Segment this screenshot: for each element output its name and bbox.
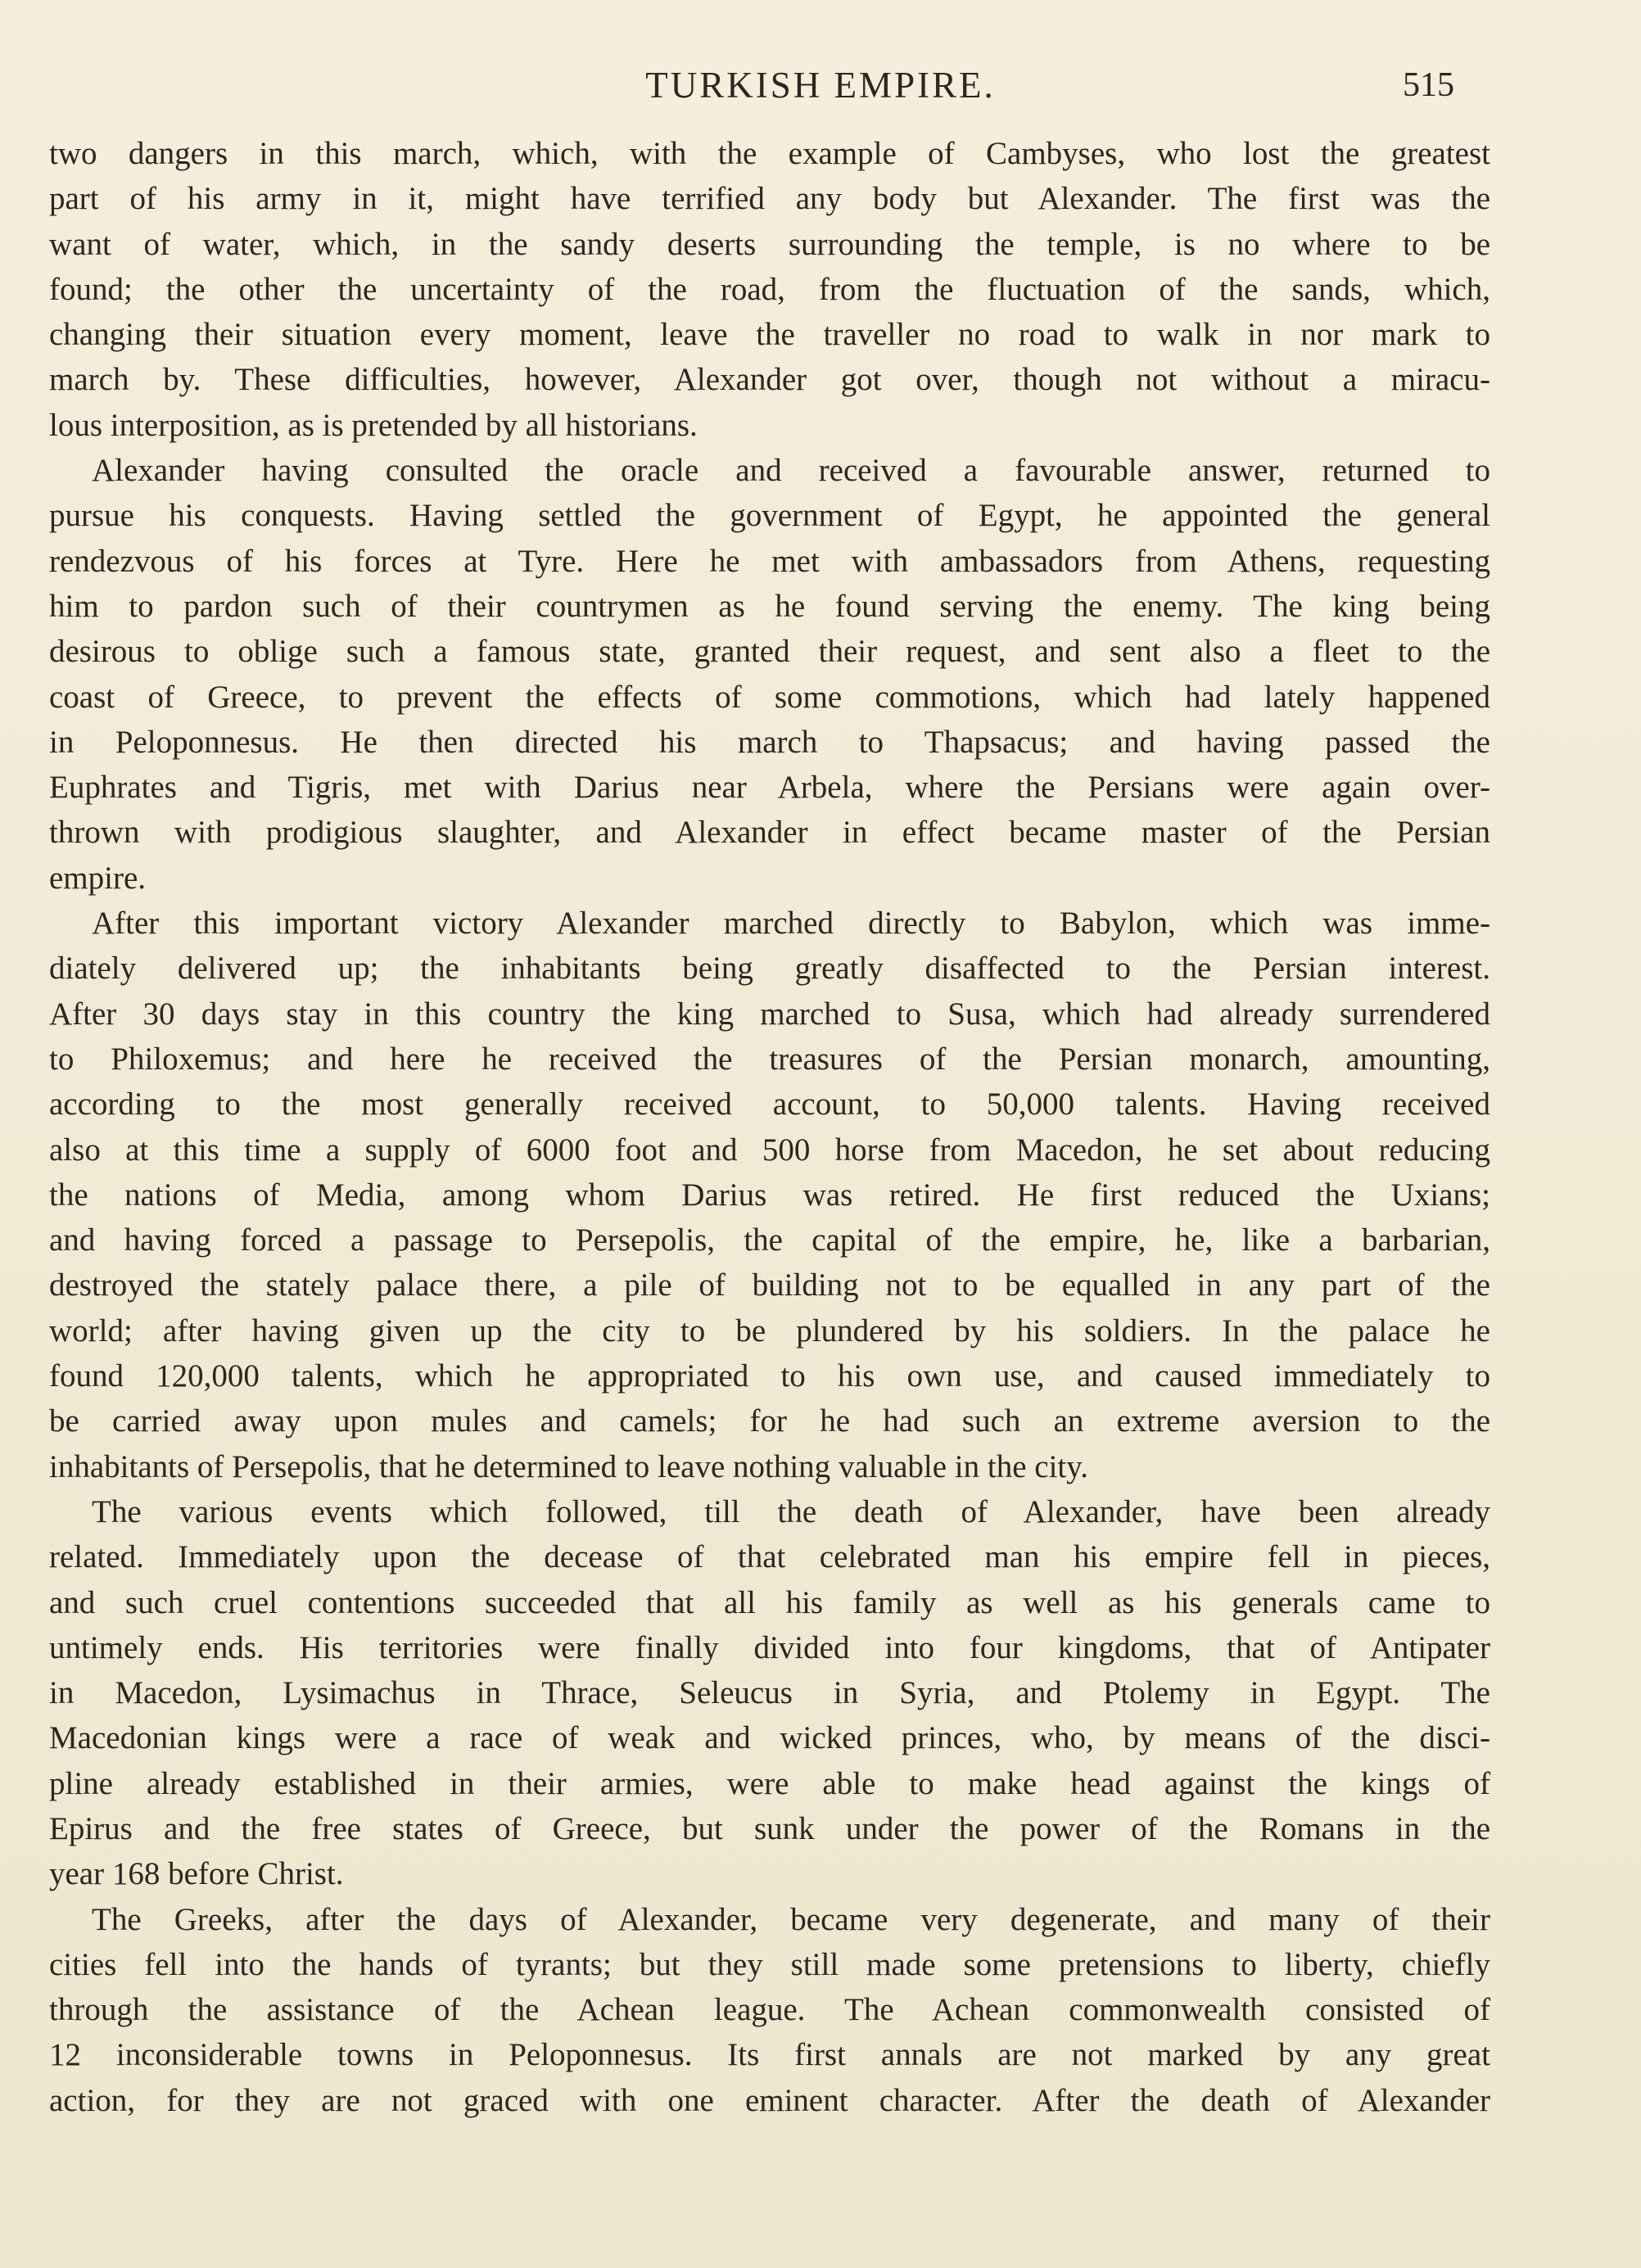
text-line: the nations of Media, among whom Darius was retired. He first reduced the Uxians; [49, 1177, 1490, 1213]
text-line: according to the most generally received account, to 50,000 talents. Having received [49, 1087, 1490, 1123]
text-line: The Greeks, after the days of Alexander, became very degenerate, and many of their [92, 1901, 1490, 1937]
text-line: Alexander having consulted the oracle and received a favourable answer, returned to [92, 453, 1490, 489]
text-line: rendezvous of his forces at Tyre. Here he met with ambassadors from Athens, requesting [49, 543, 1490, 579]
text-line: cities fell into the hands of tyrants; but they still made some pretensions to liberty, chiefly [49, 1946, 1490, 1982]
text-line: through the assistance of the Achean league. The Achean commonwealth consisted of [49, 1992, 1490, 2028]
text-line: After this important victory Alexander marched directly to Babylon, which was imme- [92, 906, 1490, 942]
text-line: in Macedon, Lysimachus in Thrace, Seleucus in Syria, and Ptolemy in Egypt. The [49, 1675, 1490, 1711]
text-line: also at this time a supply of 6000 foot and 500 horse from Macedon, he set about reducing [49, 1132, 1490, 1168]
text-line: and having forced a passage to Persepolis, the capital of the empire, he, like a barbarian, [49, 1222, 1490, 1258]
text-line: found 120,000 talents, which he appropriated to his own use, and caused immediately to [49, 1358, 1490, 1394]
text-line: 12 inconsiderable towns in Peloponnesus. Its first annals are not marked by any great [49, 2037, 1490, 2073]
page-header [0, 64, 1641, 113]
text-line: him to pardon such of their countrymen as he found serving the enemy. The king being [49, 588, 1490, 624]
text-line: The various events which followed, till the death of Alexander, have been already [92, 1493, 1490, 1529]
text-line: part of his army in it, might have terrified any body but Alexander. The first was the [49, 181, 1490, 217]
text-line: diately delivered up; the inhabitants being greatly disaffected to the Persian interest. [49, 951, 1490, 987]
text-line: two dangers in this march, which, with the example of Cambyses, who lost the greatest [49, 136, 1490, 171]
text-line: changing their situation every moment, leave the traveller no road to walk in nor mark to [49, 317, 1490, 353]
text-line: pursue his conquests. Having settled the government of Egypt, he appointed the general [49, 498, 1490, 534]
text-line: year 168 before Christ. [49, 1856, 344, 1892]
text-line: found; the other the uncertainty of the road, from the fluctuation of the sands, which, [49, 271, 1490, 307]
text-line: lous interposition, as is pretended by all historians. [49, 407, 698, 443]
text-line: After 30 days stay in this country the king marched to Susa, which had already surrendered [49, 996, 1490, 1032]
text-line: Macedonian kings were a race of weak and wicked princes, who, by means of the disci- [49, 1720, 1490, 1756]
text-line: untimely ends. His territories were finally divided into four kingdoms, that of Antipater [49, 1629, 1490, 1665]
paragraph [49, 448, 1490, 901]
text-line: be carried away upon mules and camels; for he had such an extreme aversion to the [49, 1403, 1490, 1439]
text-line: empire. [49, 860, 147, 896]
text-line: Epirus and the free states of Greece, but sunk under the power of the Romans in the [49, 1810, 1490, 1846]
page-number: 515 [1403, 66, 1454, 104]
text-line: related. Immediately upon the decease of that celebrated man his empire fell in pieces, [49, 1539, 1490, 1575]
paragraph [49, 1897, 1490, 2123]
text-line: in Peloponnesus. He then directed his march to Thapsacus; and having passed the [49, 724, 1490, 760]
text-line: destroyed the stately palace there, a pile of building not to be equalled in any part of the [49, 1267, 1490, 1303]
paragraph [49, 1489, 1490, 1897]
running-title: TURKISH EMPIRE. [645, 65, 996, 106]
body-text [49, 131, 1490, 2123]
paragraph [49, 131, 1490, 448]
text-line: coast of Greece, to prevent the effects of some commotions, which had lately happened [49, 679, 1490, 715]
paragraph [49, 901, 1490, 1489]
text-line: world; after having given up the city to be plundered by his soldiers. In the palace he [49, 1312, 1490, 1349]
text-line: desirous to oblige such a famous state, granted their request, and sent also a fleet to the [49, 634, 1490, 670]
text-line: action, for they are not graced with one eminent character. After the death of Alexander [49, 2082, 1490, 2118]
text-line: Euphrates and Tigris, met with Darius near Arbela, where the Persians were again over- [49, 770, 1490, 806]
text-line: inhabitants of Persepolis, that he determined to leave nothing valuable in the city. [49, 1448, 1088, 1484]
text-line: and such cruel contentions succeeded that all his family as well as his generals came to [49, 1584, 1490, 1620]
text-line: march by. These difficulties, however, Alexander got over, though not without a miracu- [49, 362, 1490, 398]
text-line: pline already established in their armies, were able to make head against the kings of [49, 1765, 1490, 1801]
text-line: to Philoxemus; and here he received the treasures of the Persian monarch, amounting, [49, 1041, 1490, 1077]
text-line: want of water, which, in the sandy deserts surrounding the temple, is no where to be [49, 226, 1490, 262]
text-line: thrown with prodigious slaughter, and Alexander in effect became master of the Persian [49, 815, 1490, 851]
